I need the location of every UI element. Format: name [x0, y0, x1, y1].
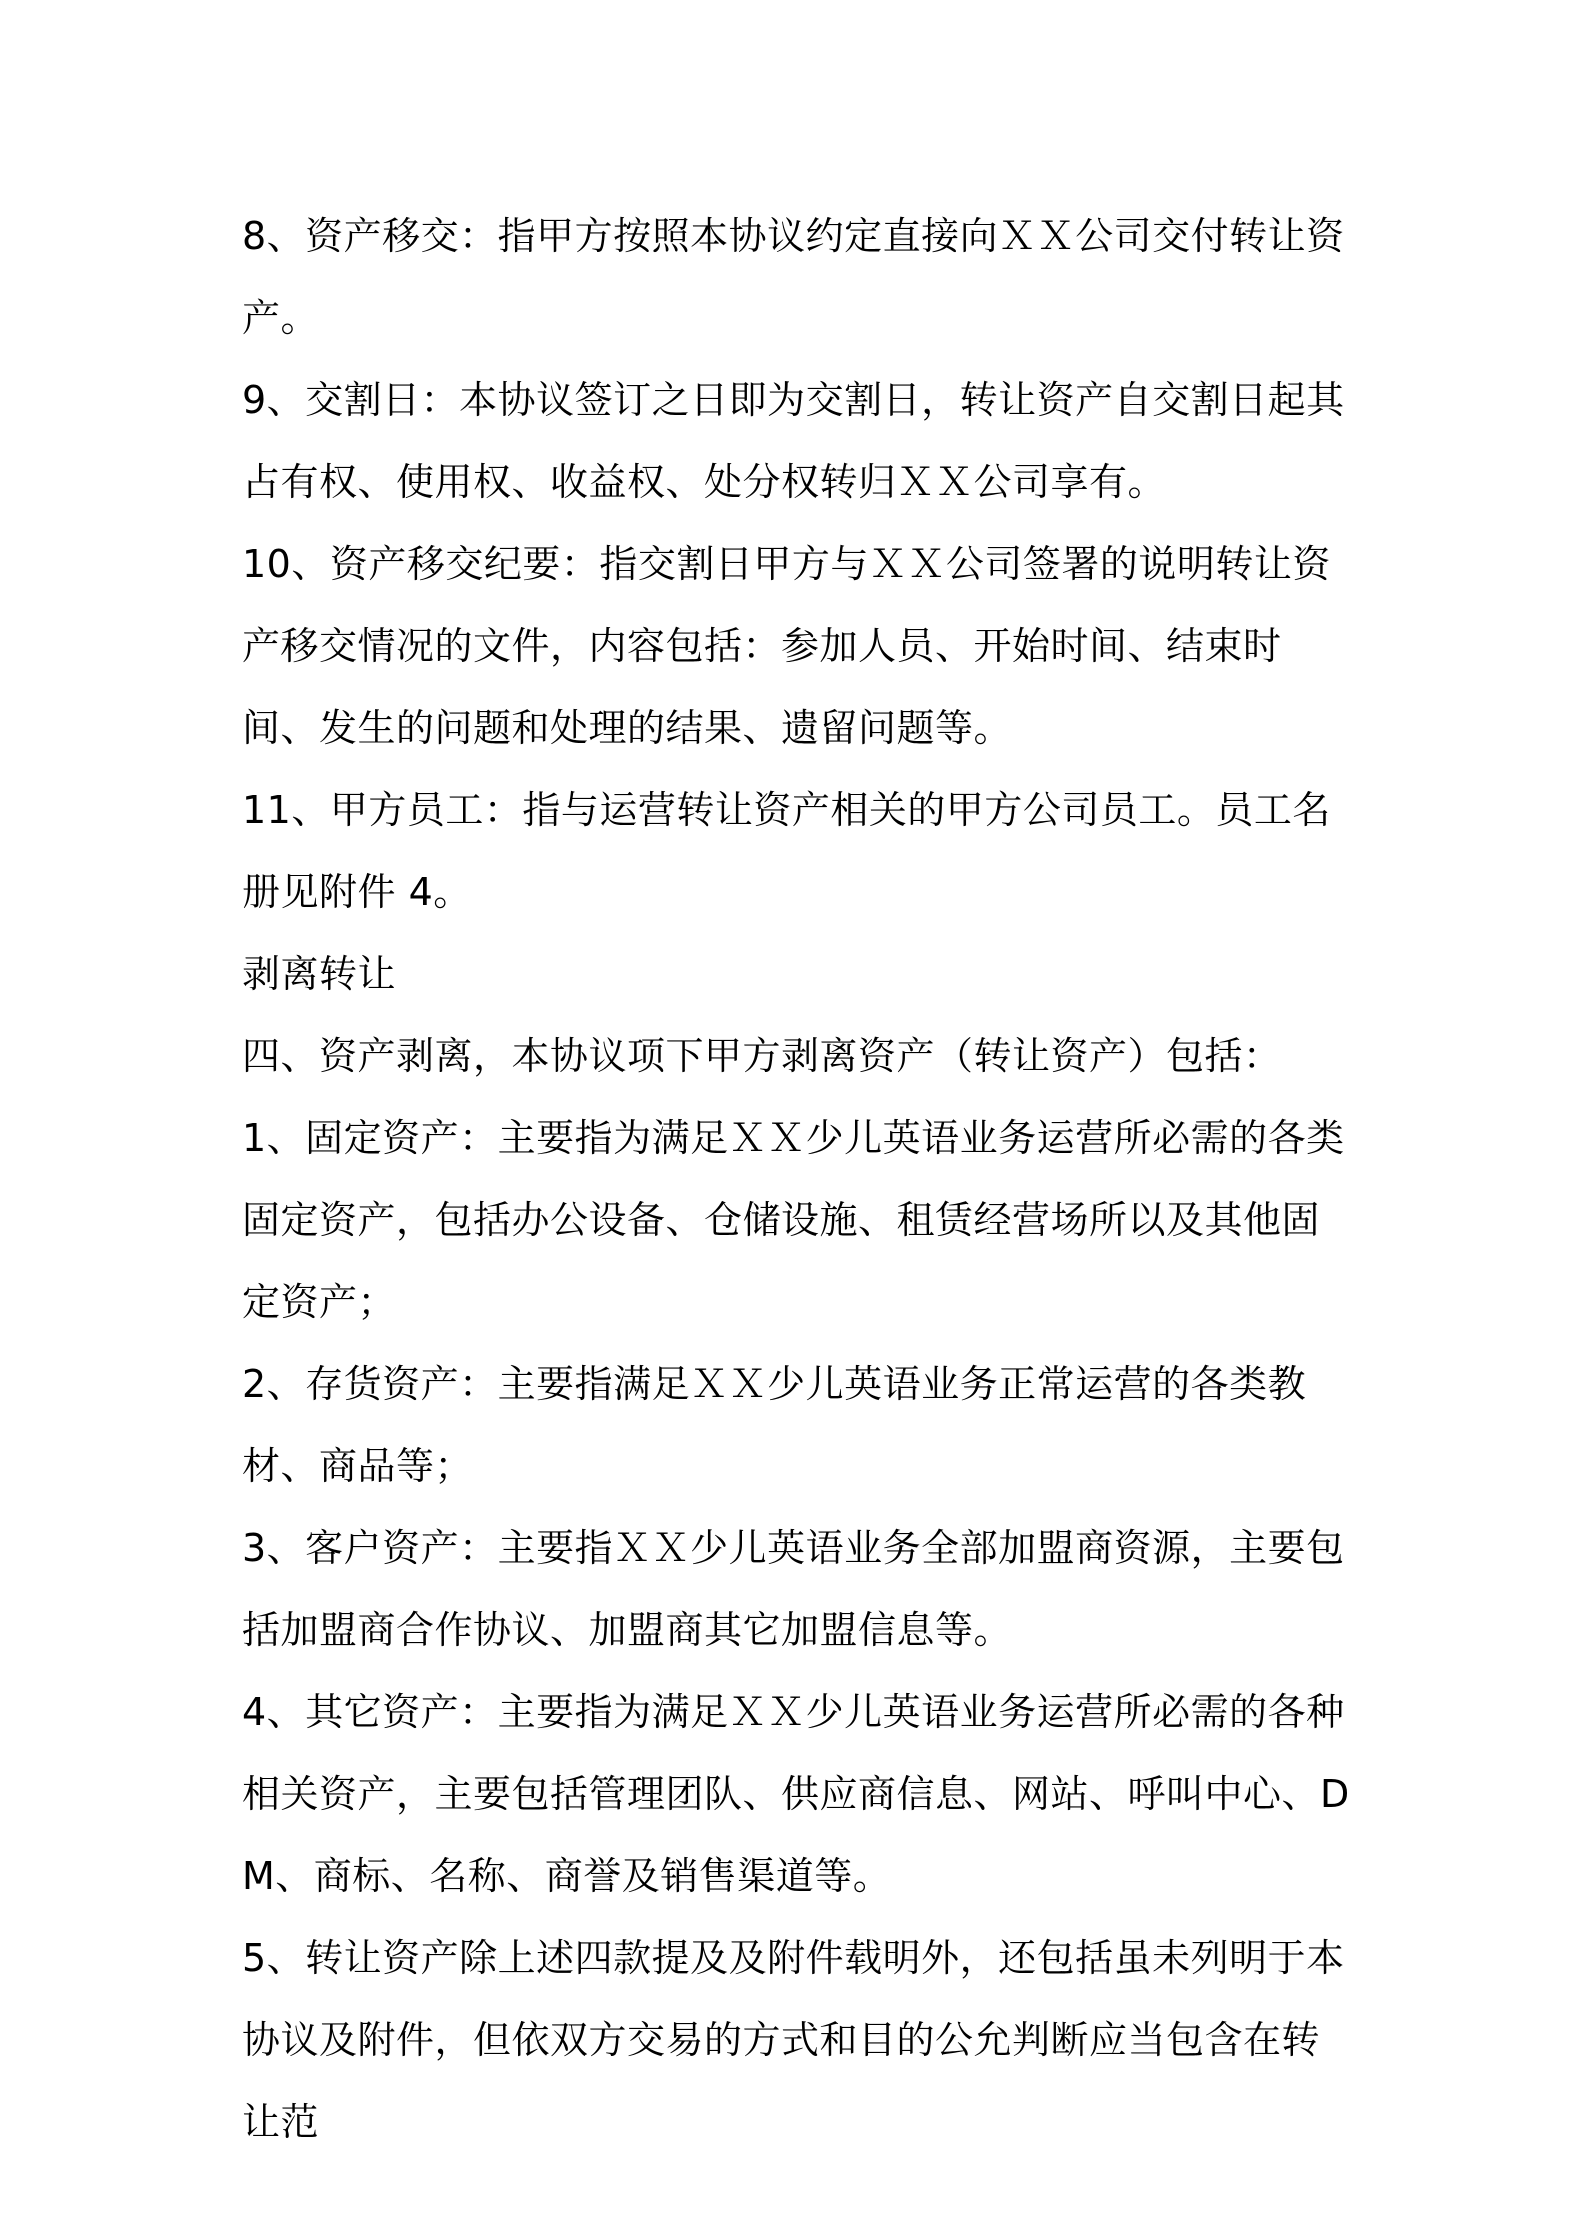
item-5-additional-assets: 5、转让资产除上述四款提及及附件载明外，还包括虽未列明于本协议及附件，但依双方交易的方式和目的公允判断应当包含在转让范 — [242, 1936, 1345, 2144]
clause-10-transfer-minutes: 10、资产移交纪要：指交割日甲方与ＸＸ公司签署的说明转让资产移交情况的文件，内容包括：参加人员、开始时间、结束时间、发生的问题和处理的结果、遗留问题等。 — [242, 542, 1331, 750]
section-heading-divestiture: 剥离转让 — [242, 952, 397, 996]
item-2-inventory-assets: 2、存货资产：主要指满足ＸＸ少儿英语业务正常运营的各类教材、商品等； — [242, 1362, 1307, 1488]
item-3-customer-assets: 3、客户资产：主要指ＸＸ少儿英语业务全部加盟商资源，主要包括加盟商合作协议、加盟商其它加盟信息等。 — [242, 1526, 1345, 1652]
clause-11-party-a-employees: 11、甲方员工：指与运营转让资产相关的甲方公司员工。员工名册见附件 4。 — [242, 788, 1331, 914]
item-1-fixed-assets: 1、固定资产：主要指为满足ＸＸ少儿英语业务运营所必需的各类固定资产，包括办公设备、仓储设施、租赁经营场所以及其他固定资产； — [242, 1116, 1345, 1324]
item-4-other-assets: 4、其它资产：主要指为满足ＸＸ少儿英语业务运营所必需的各种相关资产，主要包括管理团队、供应商信息、网站、呼叫中心、DM、商标、名称、商誉及销售渠道等。 — [242, 1690, 1350, 1898]
section-4-asset-divestiture: 四、资产剥离，本协议项下甲方剥离资产（转让资产）包括： — [242, 1034, 1282, 1078]
document-body — [242, 195, 1354, 2163]
clause-8-asset-transfer: 8、资产移交：指甲方按照本协议约定直接向ＸＸ公司交付转让资产。 — [242, 214, 1345, 340]
clause-9-closing-date: 9、交割日：本协议签订之日即为交割日，转让资产自交割日起其占有权、使用权、收益权、处分权转归ＸＸ公司享有。 — [242, 378, 1345, 504]
